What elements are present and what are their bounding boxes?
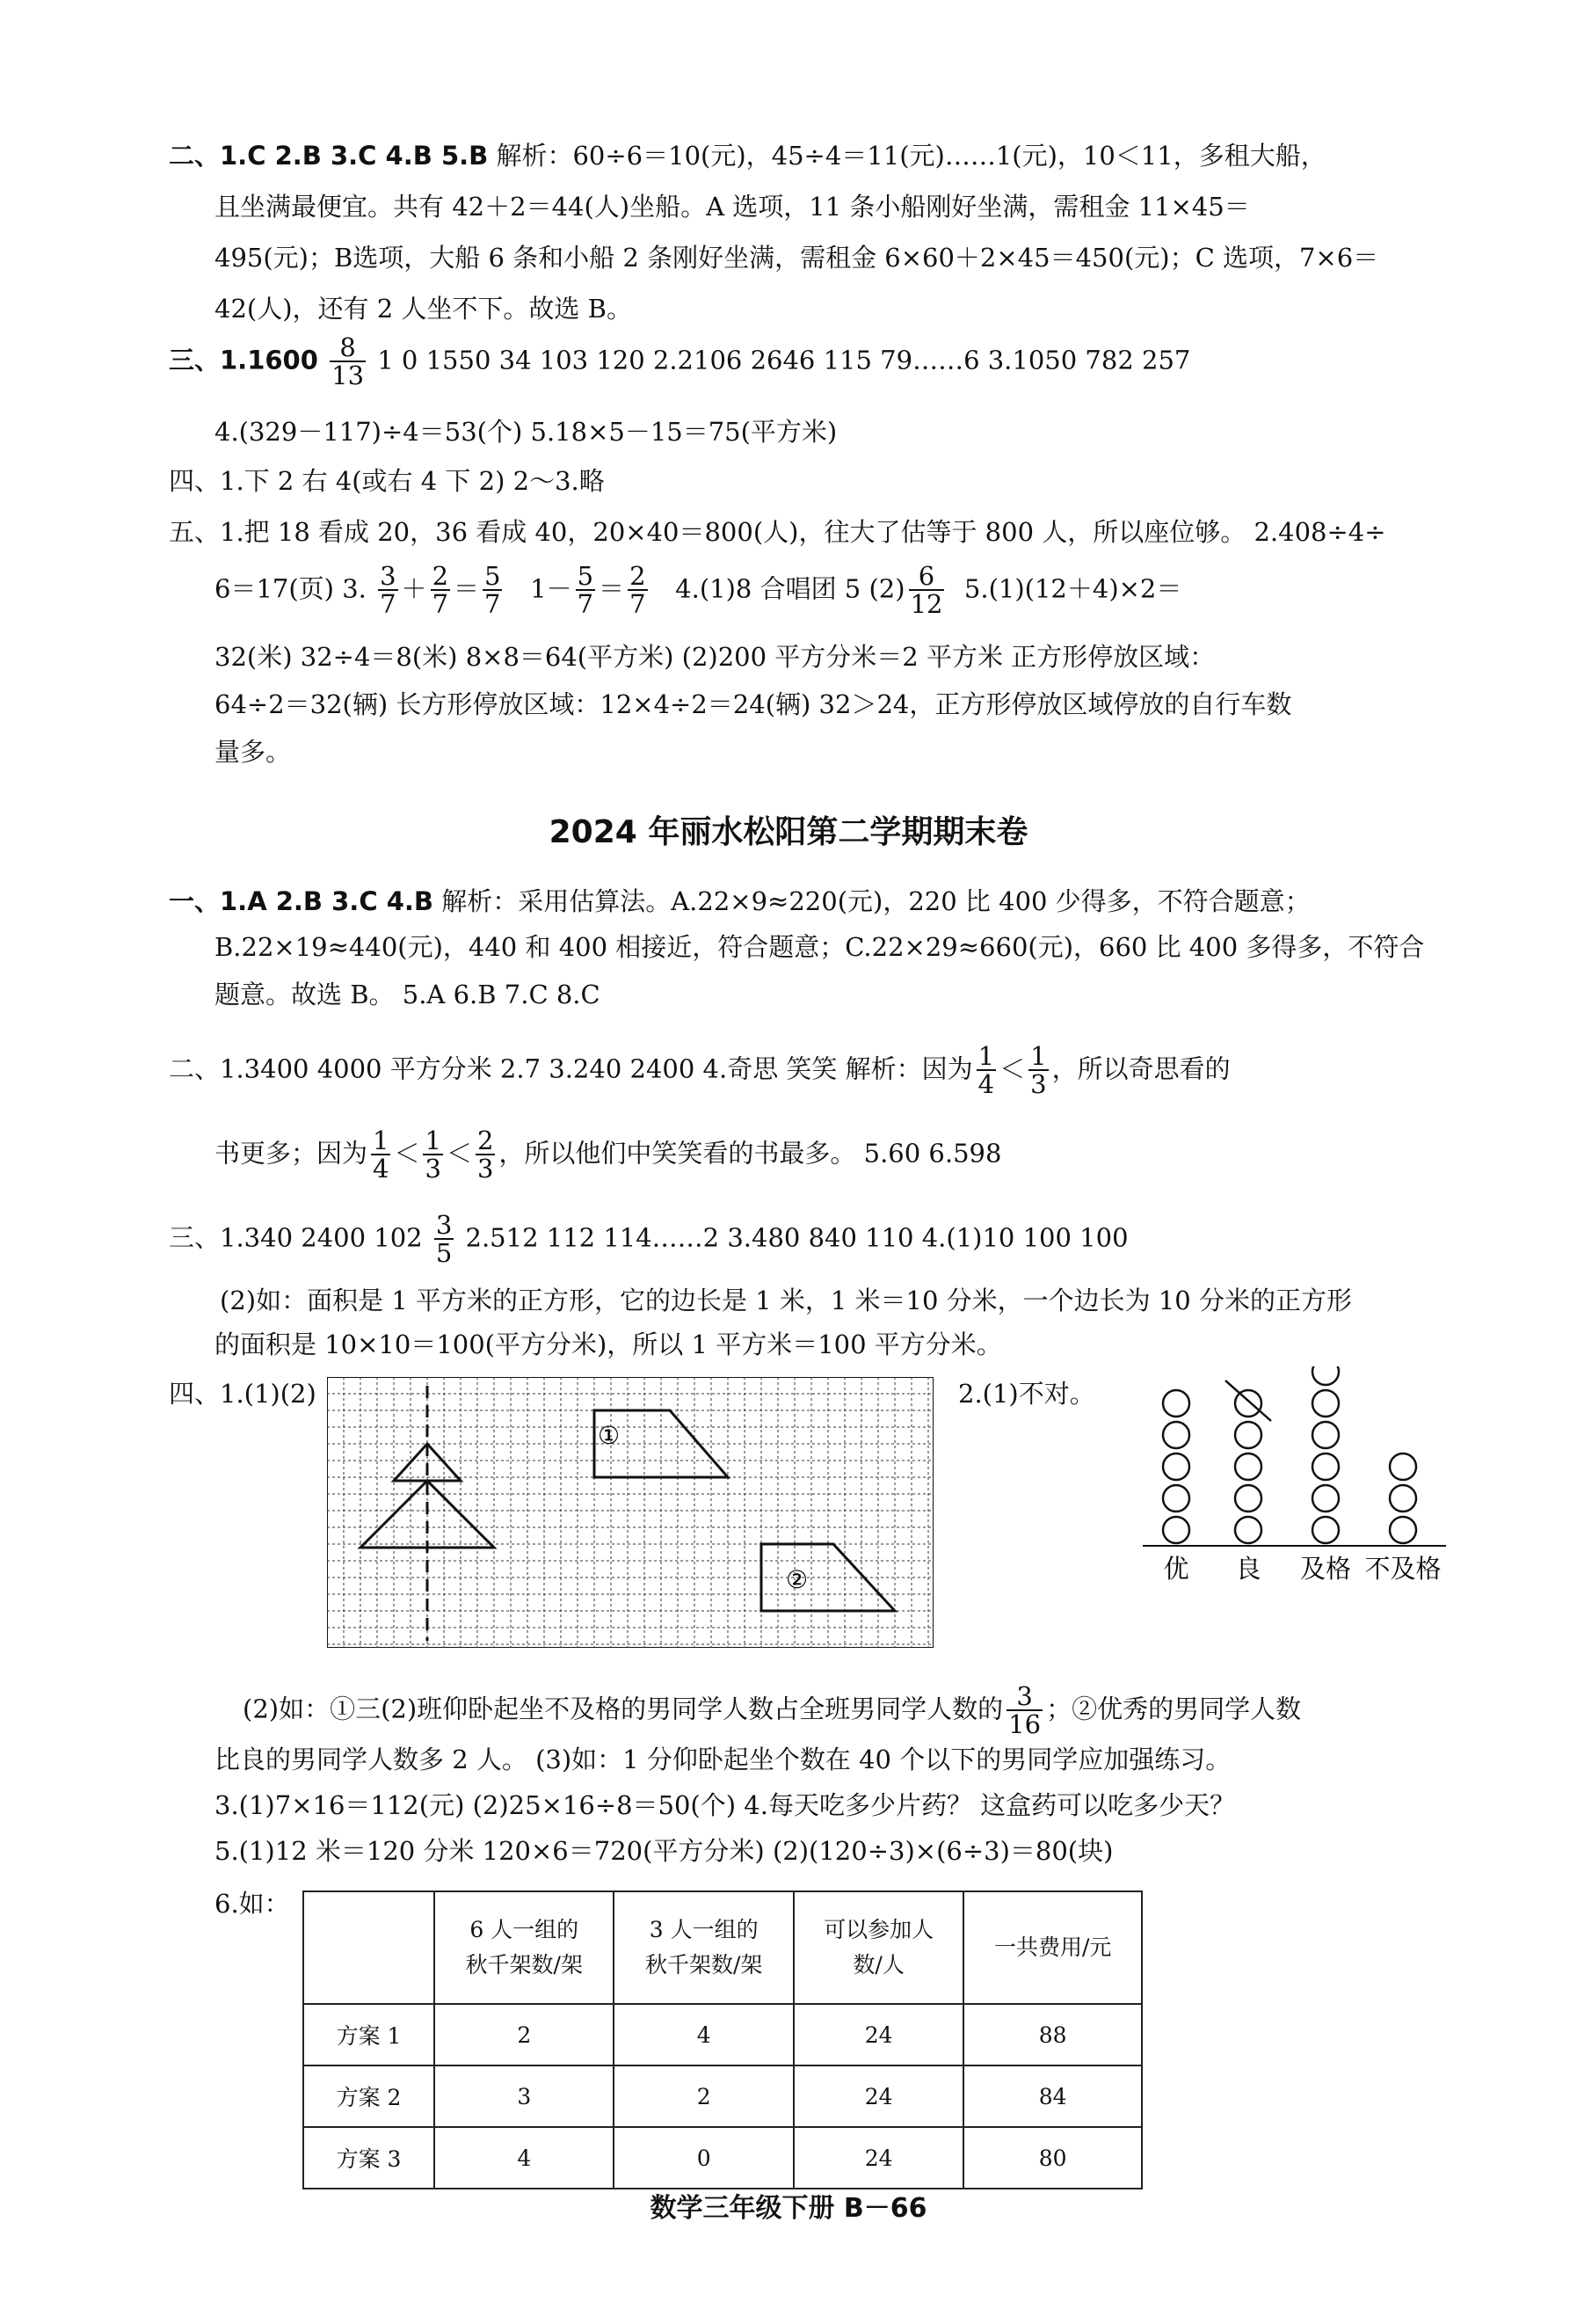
s5-line-4: 64÷2＝32(辆) 长方形停放区域：12×4÷2＝24(辆) 32＞24，正方形停放区域停放的自行车数 (214, 689, 1292, 719)
pictograph-circle (1235, 1517, 1261, 1543)
s2-line-2: 且坐满最便宜。共有 42＋2＝44(人)坐船。A 选项，11 条小船刚好坐满，需租金 11×45＝ (214, 192, 1250, 222)
s5-mid: 1－ (530, 573, 572, 604)
shape-label-1: ① (598, 1421, 621, 1450)
pictograph-circle (1163, 1485, 1189, 1512)
s5-l2-post: 5.(1)(12＋4)×2＝ (963, 573, 1182, 604)
pictograph-circle (1312, 1485, 1339, 1512)
pictograph-circle (1312, 1390, 1339, 1417)
t1-line-3: 题意。故选 B。 5.A 6.B 7.C 8.C (214, 980, 600, 1009)
s5-line-5: 量多。 (214, 737, 292, 767)
t1-explain: 解析：采用估算法。A.22×9≈220(元)，220 比 400 少得多，不符合题意； (441, 886, 1311, 916)
pictograph-circle (1312, 1366, 1339, 1385)
fraction (431, 563, 450, 618)
t4-q2: 2.(1)不对。 (958, 1379, 1095, 1409)
frac-den: 4 (373, 1154, 389, 1184)
table-cell: 方案 3 (303, 2127, 434, 2189)
fraction (378, 563, 397, 618)
tick-label: 优 (1163, 1554, 1189, 1584)
tick-label: 不及格 (1364, 1554, 1442, 1584)
s5-line-3: 32(米) 32÷4＝8(米) 8×8＝64(平方米) (2)200 平方分米＝2 平方米 正方形停放区域： (214, 642, 1216, 672)
frac-num: 5 (484, 561, 501, 591)
t1-answers: 一、1.A 2.B 3.C 4.B (169, 886, 434, 916)
table-row (303, 2127, 1142, 2189)
s3-line-1 (169, 334, 1190, 390)
frac-num: 1 (1030, 1041, 1047, 1071)
fraction (576, 563, 595, 618)
t1-line-2: B.22×19≈440(元)，440 和 400 相接近，符合题意；C.22×29≈660(元)，660 比 400 多得多，不符合 (214, 932, 1425, 962)
table-cell: 4 (434, 2127, 614, 2189)
t4-label: 四、1.(1)(2) (169, 1379, 316, 1409)
frac-num: 2 (432, 561, 449, 591)
pictograph-circle (1163, 1422, 1189, 1448)
fraction (977, 1043, 996, 1098)
frac-den: 7 (577, 589, 594, 620)
t3-l1-post: 2.512 112 114……2 3.480 840 110 4.(1)10 100 100 (465, 1222, 1129, 1253)
tick-label: 及格 (1299, 1554, 1352, 1584)
table-header-cell: 可以参加人 数/人 (794, 1891, 964, 2004)
t1-line-1 (169, 886, 1311, 917)
t4-line-6: 6.如： (214, 1889, 290, 1919)
s5-line-1: 五、1.把 18 看成 20，36 看成 40，20×40＝800(人)，往大了估等于 800 人，所以座位够。 2.408÷4÷ (169, 517, 1386, 547)
s5-l2-pre: 6＝17(页) 3. (214, 573, 367, 604)
table-cell: 2 (434, 2004, 614, 2065)
table-cell: 88 (963, 2004, 1142, 2065)
fraction (483, 563, 502, 618)
frac-den: 7 (432, 589, 449, 620)
frac-num: 3 (380, 561, 396, 591)
t2-l2-pre: 书更多；因为 (214, 1138, 368, 1169)
pictograph-marks (1163, 1366, 1416, 1543)
plan-table (302, 1891, 1143, 2189)
frac-num: 5 (577, 561, 594, 591)
section-title: 2024 年丽水松阳第二学期期末卷 (549, 814, 1028, 850)
s4-line-1: 四、1.下 2 右 4(或右 4 下 2) 2～3.略 (169, 466, 605, 496)
frac-den: 4 (977, 1069, 995, 1100)
s3-label: 三、1.1600 (169, 345, 318, 375)
t2-line-1: 二、1.3400 4000 平方分米 2.7 3.240 2400 4.奇思 笑笑 解析：因为 $\frac{1}{4}$ ＜ $\frac{1}{3}$ ，所以奇思看的 (169, 1041, 1231, 1100)
table-cell: 4 (614, 2004, 793, 2065)
frac-den: 5 (435, 1238, 453, 1269)
table-cell: 2 (614, 2065, 793, 2127)
table-cell: 3 (434, 2065, 614, 2127)
fraction (476, 1127, 495, 1183)
pictograph-circle (1163, 1390, 1189, 1417)
fraction (1028, 1043, 1048, 1098)
t2-l2-post: ，所以他们中笑笑看的书最多。 5.60 6.598 (498, 1138, 1002, 1169)
t3-line-2: (2)如：面积是 1 平方米的正方形，它的边长是 1 米，1 米＝10 分米，一个边长为 10 分米的正方形 (220, 1286, 1352, 1315)
table-cell: 方案 1 (303, 2004, 434, 2065)
pictograph-circle (1163, 1517, 1189, 1543)
pictograph-circle (1312, 1453, 1339, 1480)
t4-line-3: 比良的男同学人数多 2 人。 (3)如：1 分仰卧起坐个数在 40 个以下的男同学应加强练习。 (214, 1745, 1232, 1774)
pictograph (1134, 1366, 1450, 1586)
t3-l1-pre: 三、1.340 2400 102 (169, 1222, 423, 1253)
tick-label: 良 (1235, 1554, 1261, 1584)
pictograph-labels (1163, 1554, 1441, 1584)
pictograph-circle (1235, 1390, 1261, 1417)
s2-answers: 二、1.C 2.B 3.C 4.B 5.B (169, 141, 489, 171)
table-cell: 80 (963, 2127, 1142, 2189)
frac-num: 2 (476, 1126, 494, 1155)
fraction (434, 1212, 454, 1267)
frac-num: 3 (1007, 1683, 1043, 1711)
pictograph-circle (1163, 1453, 1189, 1480)
frac-num: 3 (435, 1210, 453, 1240)
pictograph-circle (1235, 1485, 1261, 1512)
pictograph-circle (1390, 1485, 1416, 1512)
pictograph-circle (1390, 1517, 1416, 1543)
frac-num: 1 (425, 1126, 441, 1155)
table-cell: 84 (963, 2065, 1142, 2127)
shape-label-2: ② (786, 1565, 809, 1594)
t3-line-3: 的面积是 10×10＝100(平方分米)，所以 1 平方米＝100 平方分米。 (214, 1330, 1002, 1359)
s5-line-2: 6＝17(页) 3. $\frac{3}{7}$ ＋ $\frac{2}{7}$ ＝ $\frac{5}{7}$ 1－ $\frac{5}{7}$ ＝ $\frac{2}{7}$ 4.(1)8 合唱团 5 (2) $\frac{6}{12}$ 5.(1)(12＋4)×2＝ (214, 561, 1182, 620)
fraction (628, 563, 647, 618)
t4-line-4: 3.(1)7×16＝112(元) (2)25×16÷8＝50(个) 4.每天吃多少片药？ 这盒药可以吃多少天？ (214, 1790, 1236, 1820)
pictograph-circle (1235, 1422, 1261, 1448)
pictograph-circle (1390, 1453, 1416, 1480)
t4-l2-post: ；②优秀的男同学人数 (1046, 1694, 1302, 1724)
frac-den: 7 (629, 589, 646, 620)
table-cell: 方案 2 (303, 2065, 434, 2127)
frac-num: 2 (629, 561, 646, 591)
frac-den: 7 (380, 589, 396, 620)
strike-mark (1225, 1381, 1271, 1421)
frac-den: 7 (484, 589, 501, 620)
s2-explain: 解析：60÷6＝10(元)，45÷4＝11(元)……1(元)，10＜11，多租大船， (496, 141, 1326, 171)
t2-l1: 二、1.3400 4000 平方分米 2.7 3.240 2400 4.奇思 笑笑 解析：因为 (169, 1053, 973, 1084)
table-header-cell: 3 人一组的 秋千架数/架 (614, 1891, 793, 2004)
table-header-cell: 6 人一组的 秋千架数/架 (434, 1891, 614, 2004)
table-cell: 24 (794, 2127, 964, 2189)
fraction (1007, 1683, 1043, 1738)
frac-den: 3 (1030, 1069, 1047, 1100)
frac-den: 3 (425, 1154, 441, 1184)
table-header-cell (303, 1891, 434, 2004)
s2-line-1 (169, 141, 1326, 171)
t4-l2-pre: (2)如：①三(2)班仰卧起坐不及格的男同学人数占全班男同学人数的 (243, 1694, 1004, 1724)
table-cell: 24 (794, 2065, 964, 2127)
s3-line-2: 4.(329－117)÷4＝53(个) 5.18×5－15＝75(平方米) (214, 417, 838, 447)
t2-l1-end: ，所以奇思看的 (1051, 1053, 1231, 1084)
frac-num: 8 (330, 334, 366, 362)
pictograph-circle (1235, 1453, 1261, 1480)
t4-line-2 (243, 1683, 1301, 1738)
fraction (423, 1127, 442, 1183)
s5-l2-mid: 4.(1)8 合唱团 5 (2) (675, 573, 905, 604)
table-row (303, 2004, 1142, 2065)
fraction (330, 334, 366, 390)
t3-line-1 (169, 1212, 1129, 1267)
frac-den: 12 (910, 589, 943, 620)
s2-line-4: 42(人)，还有 2 人坐不下。故选 B。 (214, 294, 632, 324)
grid-border (327, 1377, 934, 1648)
fraction (371, 1127, 390, 1183)
table-header-row (303, 1891, 1142, 2004)
frac-num: 1 (373, 1126, 389, 1155)
frac-num: 1 (977, 1041, 995, 1071)
pictograph-circle (1312, 1422, 1339, 1448)
frac-den: 3 (476, 1154, 494, 1184)
fraction (909, 563, 945, 618)
pictograph-circle (1312, 1517, 1339, 1543)
frac-den: 13 (331, 361, 365, 391)
frac-num: 6 (909, 563, 945, 591)
t2-line-2: 书更多；因为 $\frac{1}{4}$ ＜ $\frac{1}{3}$ ＜ $\frac{2}{3}$ ，所以他们中笑笑看的书最多。 5.60 6.598 (214, 1126, 1002, 1184)
s3-values: 1 0 1550 34 103 120 2.2106 2646 115 79……6 3.1050 782 257 (377, 345, 1191, 375)
table-row (303, 2065, 1142, 2127)
grid-lines (327, 1377, 934, 1648)
s2-line-3: 495(元)；B选项，大船 6 条和小船 2 条刚好坐满，需租金 6×60＋2×45＝450(元)；C 选项，7×6＝ (214, 243, 1379, 273)
table-header-cell: 一共费用/元 (963, 1891, 1142, 2004)
t4-line-5: 5.(1)12 米＝120 分米 120×6＝720(平方分米) (2)(120÷3)×(6÷3)＝80(块) (214, 1836, 1114, 1866)
grid-figure (327, 1377, 934, 1648)
page-footer: 数学三年级下册 B－66 (650, 2193, 927, 2224)
frac-den: 16 (1008, 1709, 1042, 1740)
table-cell: 24 (794, 2004, 964, 2065)
table-cell: 0 (614, 2127, 793, 2189)
